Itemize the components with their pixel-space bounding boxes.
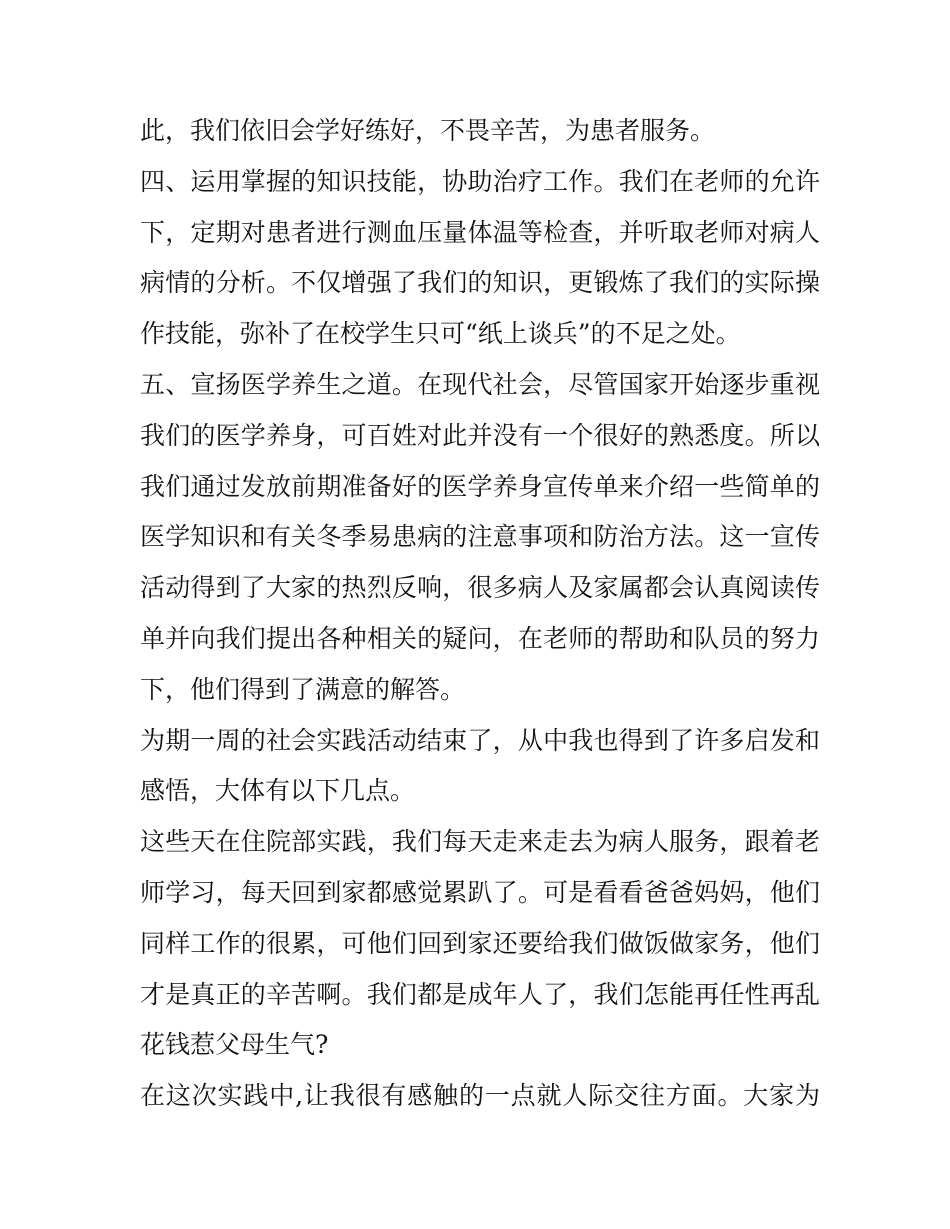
text-line: 才是真正的辛苦啊。我们都是成年人了，我们怎能再任性再乱 [140,979,820,1009]
text-line: 四、运用掌握的知识技能，协助治疗工作。我们在老师的允许 [140,166,820,196]
text-line: 此，我们依旧会学好练好，不畏辛苦，为患者服务。 [140,116,716,145]
text-line: 下，定期对患者进行测血压量体温等检查，并听取老师对病人 [140,217,820,247]
text-line: 我们通过发放前期准备好的医学养身宣传单来介绍一些简单的 [140,471,820,501]
text-line: 五、宣扬医学养生之道。在现代社会，尽管国家开始逐步重视 [140,369,820,399]
text-line: 感悟，大体有以下几点。 [140,776,416,806]
text-line: 医学知识和有关冬季易患病的注意事项和防治方法。这一宣传 [140,522,820,552]
text-line: 单并向我们提出各种相关的疑问，在老师的帮助和队员的努力 [140,623,820,653]
text-line: 我们的医学养身，可百姓对此并没有一个很好的熟悉度。所以 [140,420,820,450]
text-line: 病情的分析。不仅增强了我们的知识，更锻炼了我们的实际操 [140,268,820,298]
body-text [140,106,820,1122]
text-line: 为期一周的社会实践活动结束了，从中我也得到了许多启发和 [140,725,820,755]
text-line: 师学习，每天回到家都感觉累趴了。可是看看爸爸妈妈，他们 [140,877,820,907]
text-line: 下，他们得到了满意的解答。 [140,674,466,704]
text-line: 花钱惹父母生气? [140,1030,329,1060]
text-line: 活动得到了大家的热烈反响，很多病人及家属都会认真阅读传 [140,573,820,603]
text-line: 同样工作的很累，可他们回到家还要给我们做饭做家务，他们 [140,928,820,958]
text-line: 作技能，弥补了在校学生只可“纸上谈兵”的不足之处。 [140,319,741,349]
text-line: 在这次实践中,让我很有感触的一点就人际交往方面。大家为 [140,1081,820,1111]
text-line: 这些天在住院部实践，我们每天走来走去为病人服务，跟着老 [140,827,820,857]
